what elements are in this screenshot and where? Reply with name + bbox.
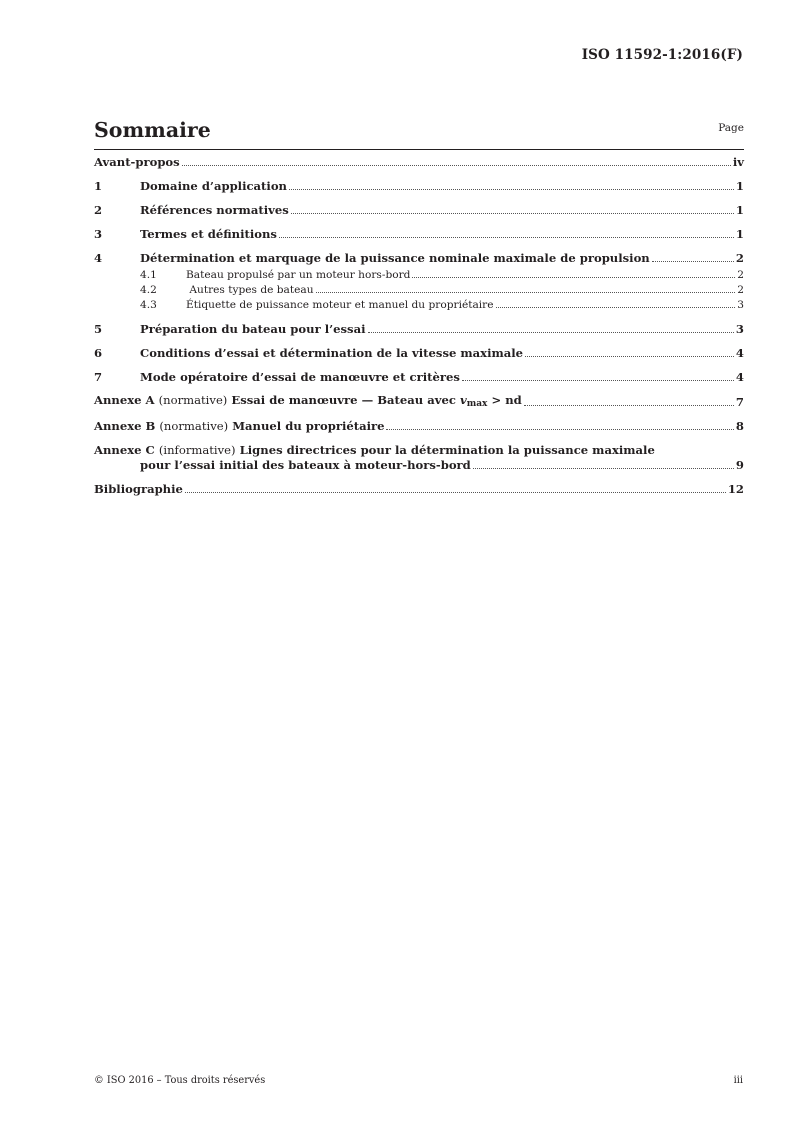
annex-title-part: > nd [487, 393, 522, 407]
dot-leader [289, 189, 734, 190]
annex-title-line-1: Lignes directrices pour la détermination la puissance maximale [239, 443, 655, 457]
dot-leader [368, 332, 734, 333]
toc-entry-5[interactable] [94, 322, 744, 336]
toc-entry-number: 2 [94, 203, 103, 217]
toc-entry-number: 6 [94, 346, 103, 360]
toc-entry-page: 3 [735, 322, 744, 336]
annex-title-line-2: pour l’essai initial des bateaux à moteur-hors-bord [140, 458, 471, 472]
toc-entry-number: 5 [94, 322, 103, 336]
toc-entry-page: 12 [727, 482, 744, 496]
toc-entry-page: 8 [735, 419, 744, 433]
toc-entry-4-3[interactable] [94, 298, 744, 311]
dot-leader [525, 356, 734, 357]
dot-leader [291, 213, 734, 214]
toc-entry-text: Bibliographie [94, 482, 183, 496]
toc-entry-4-1[interactable] [94, 268, 744, 281]
toc-entry-page: 4 [735, 370, 744, 384]
toc-entry-page: iv [732, 155, 744, 169]
toc-entry-text: Termes et définitions [140, 227, 277, 241]
heading-rule [94, 149, 744, 150]
toc-entry-bibliography[interactable] [94, 482, 744, 496]
toc-entry-text: Mode opératoire d’essai de manœuvre et critères [140, 370, 460, 384]
annex-title-part: Essai de manœuvre — Bateau avec [231, 393, 460, 407]
dot-leader [473, 468, 734, 469]
toc-entry-page: 2 [735, 251, 744, 265]
annex-kind: (normative) [159, 419, 229, 433]
toc-entry-page: 2 [737, 269, 744, 281]
toc-entry-text: Domaine d’application [140, 179, 287, 193]
dot-leader [652, 261, 734, 262]
dot-leader [496, 307, 736, 308]
annex-kind: (informative) [158, 443, 236, 457]
toc-entry-1[interactable] [94, 179, 744, 193]
toc-entry-text: Préparation du bateau pour l’essai [140, 322, 366, 336]
annex-label: Annexe A [94, 393, 155, 407]
toc-entry-text: Avant-propos [94, 155, 180, 169]
document-id: ISO 11592-1:2016(F) [581, 47, 743, 63]
toc-entry-text: Autres types de bateau [186, 284, 314, 296]
toc-entry-text: Bateau propulsé par un moteur hors-bord [186, 269, 411, 281]
toc-entry-text [94, 393, 522, 409]
footer-page-number: iii [733, 1075, 743, 1086]
toc-entry-number: 3 [94, 227, 103, 241]
toc-entry-text: Étiquette de puissance moteur et manuel du propriétaire [186, 299, 494, 311]
toc-entry-4[interactable] [94, 251, 744, 265]
footer-copyright: © ISO 2016 – Tous droits réservés [94, 1075, 266, 1086]
toc-entry-2[interactable] [94, 203, 744, 217]
dot-leader [316, 292, 736, 293]
toc-entry-6[interactable] [94, 346, 744, 360]
toc-entry-page: 3 [737, 299, 744, 311]
toc-entry-page: 2 [737, 284, 744, 296]
toc-entry-page: 1 [735, 227, 744, 241]
dot-leader [185, 492, 726, 493]
toc-entry-annex-a[interactable] [94, 395, 744, 409]
annex-label: Annexe B [94, 419, 156, 433]
toc-heading [94, 112, 744, 142]
toc-entry-page: 1 [735, 179, 744, 193]
dot-leader [386, 429, 733, 430]
annex-kind: (normative) [158, 393, 228, 407]
toc-entry-number: 4.3 [140, 299, 157, 311]
toc-entry-text: Détermination et marquage de la puissance nominale maximale de propulsion [140, 251, 650, 265]
toc-entry-number: 4 [94, 251, 103, 265]
toc-entry-annex-c[interactable] [94, 443, 655, 457]
toc-entry-7[interactable] [94, 370, 744, 384]
dot-leader [279, 237, 734, 238]
toc-entry-4-2[interactable] [94, 283, 744, 296]
annex-title: Manuel du propriétaire [232, 419, 385, 433]
toc-entry-number: 7 [94, 370, 103, 384]
toc-entry-text [94, 419, 384, 433]
toc-entry-foreword[interactable] [94, 155, 744, 169]
toc-title: Sommaire [94, 118, 211, 142]
page-column-label: Page [718, 122, 744, 134]
dot-leader [524, 405, 734, 406]
velocity-subscript: max [466, 399, 488, 409]
toc-entry-page: 1 [735, 203, 744, 217]
toc-entry-number: 4.1 [140, 269, 157, 281]
toc-entry-annex-c-continued[interactable] [94, 458, 744, 472]
toc-entry-page: 9 [735, 458, 744, 472]
toc-entry-number: 4.2 [140, 284, 157, 296]
dot-leader [462, 380, 734, 381]
toc-entry-text: Références normatives [140, 203, 289, 217]
velocity-symbol: v [459, 393, 467, 407]
toc-entry-annex-b[interactable] [94, 419, 744, 433]
toc-entry-text: Conditions d’essai et détermination de la vitesse maximale [140, 346, 524, 360]
dot-leader [412, 277, 735, 278]
toc-entry-page: 4 [735, 346, 744, 360]
annex-label: Annexe C [94, 443, 155, 457]
dot-leader [182, 165, 731, 166]
toc-entry-page: 7 [735, 395, 744, 409]
toc-entry-number: 1 [94, 179, 103, 193]
toc-entry-3[interactable] [94, 227, 744, 241]
